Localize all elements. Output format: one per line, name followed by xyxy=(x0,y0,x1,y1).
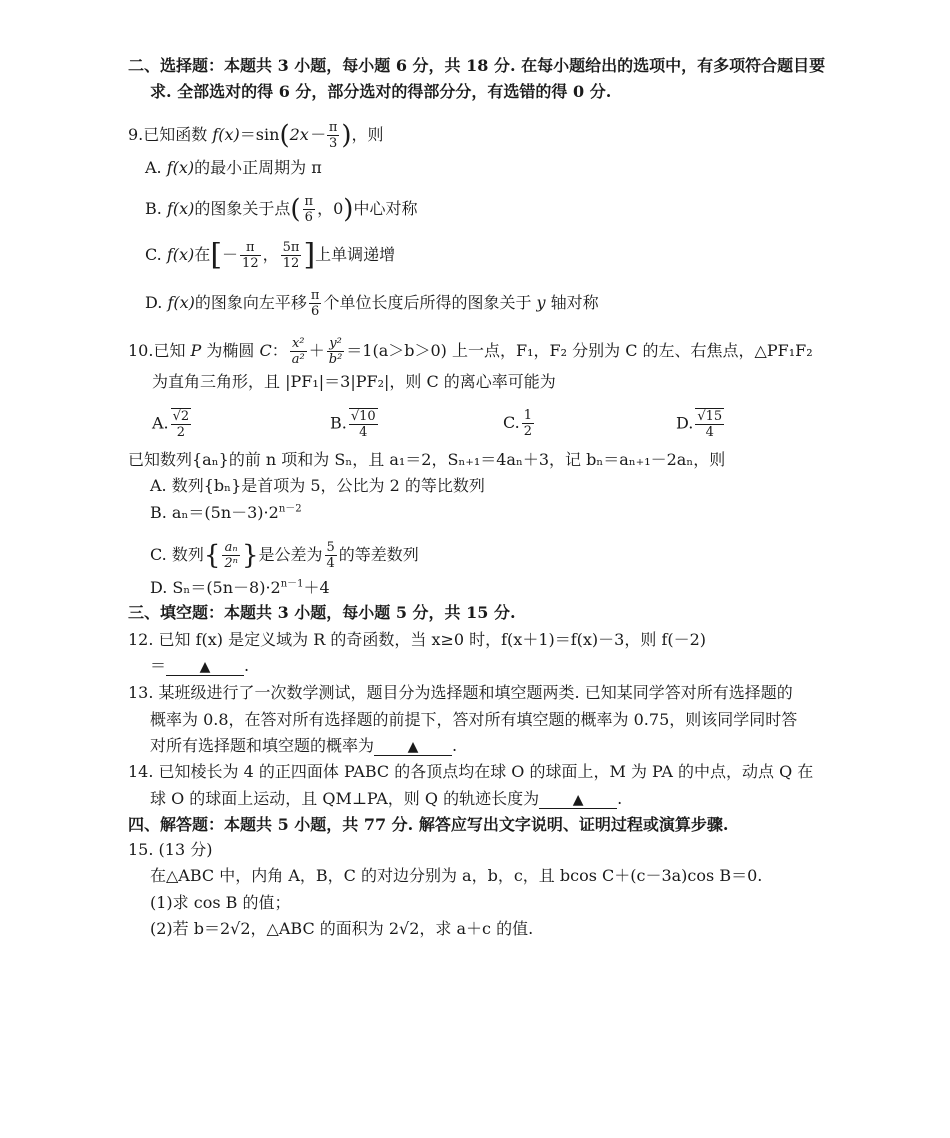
fraction xyxy=(349,408,378,440)
question-9-option-b xyxy=(145,194,417,225)
stem-text: 为椭圆 xyxy=(201,341,260,360)
function-symbol: f(x) xyxy=(167,293,195,312)
period: . xyxy=(617,789,623,808)
fraction-denominator: a² xyxy=(291,352,305,367)
option-label: B. xyxy=(330,413,347,433)
option-text: 个单位长度后所得的图象关于 xyxy=(323,293,537,312)
question-12-stem: 12. 已知 f(x) 是定义域为 R 的奇函数，当 x≥0 时，f(x＋1)＝f(x)－3，则 f(－2) xyxy=(128,630,707,649)
section-3-header: 三、填空题：本题共 3 小题，每小题 5 分，共 15 分. xyxy=(128,603,516,622)
question-11-option-a: A. 数列{bₙ}是首项为 5，公比为 2 的等比数列 xyxy=(150,476,485,495)
question-11-option-d xyxy=(150,578,330,598)
fraction-numerator: π xyxy=(310,288,320,303)
fraction-numerator: 5π xyxy=(282,240,300,255)
option-text: 是公差为 xyxy=(258,545,323,564)
option-label: C. xyxy=(145,245,162,264)
fraction-denominator: 2 xyxy=(176,425,186,440)
question-9-stem xyxy=(128,120,384,151)
period: . xyxy=(244,656,250,675)
stem-text: 球 O 的球面上运动，且 QM⊥PA，则 Q 的轨迹长度为 xyxy=(150,789,540,808)
fraction xyxy=(325,540,337,571)
fraction xyxy=(303,194,316,225)
stem-text: 已知 xyxy=(153,341,191,360)
fraction xyxy=(171,408,192,440)
option-label: A. xyxy=(152,413,169,433)
right-brace: } xyxy=(241,540,259,571)
question-10-stem xyxy=(128,336,813,367)
question-9-option-d xyxy=(145,288,599,319)
option-label: C. 数列 xyxy=(150,545,204,564)
question-10-option-b xyxy=(330,408,380,440)
function-symbol: f(x) xyxy=(212,125,240,144)
fraction-numerator: y² xyxy=(327,336,345,352)
fraction-denominator: 2 xyxy=(523,424,533,439)
option-label: D. xyxy=(145,293,163,312)
question-10-option-c xyxy=(503,408,536,439)
option-label: D. xyxy=(676,413,694,433)
option-text: 在 xyxy=(194,245,211,264)
stem-text: ＝sin xyxy=(239,125,280,144)
answer-blank[interactable] xyxy=(539,792,617,809)
question-11-option-b xyxy=(150,503,302,523)
exponent: n－1 xyxy=(280,578,304,590)
answer-blank[interactable] xyxy=(166,659,244,676)
fraction xyxy=(290,336,307,367)
fraction xyxy=(327,120,340,151)
answer-triangle-mark: ▲ xyxy=(572,792,584,808)
fraction xyxy=(309,288,322,319)
fraction xyxy=(522,408,534,439)
equals-sign: ＝ xyxy=(150,656,167,675)
stem-text: ： xyxy=(271,341,288,360)
fraction xyxy=(222,540,240,571)
variable-c: C xyxy=(259,341,272,360)
fraction-numerator: x² xyxy=(290,336,307,352)
fraction-denominator: 4 xyxy=(326,556,335,571)
fraction-denominator: 12 xyxy=(242,256,259,271)
section-4-header: 四、解答题：本题共 5 小题，共 77 分. 解答应写出文字说明、证明过程或演算步骤. xyxy=(128,815,729,834)
fraction-numerator: π xyxy=(240,240,261,256)
fraction-denominator: 12 xyxy=(282,256,300,271)
question-15-part-1: (1)求 cos B 的值； xyxy=(150,893,291,912)
plus-sign: ＋ xyxy=(308,341,325,360)
comma: ， xyxy=(262,245,279,264)
section-2-header-line-2: 求. 全部选对的得 6 分，部分选对的得部分分，有选错的得 0 分. xyxy=(150,82,612,101)
option-text: 中心对称 xyxy=(353,199,418,218)
function-symbol: f(x) xyxy=(166,245,195,264)
question-9-option-a xyxy=(145,158,322,178)
fraction-denominator: 4 xyxy=(359,425,368,440)
fraction xyxy=(327,336,345,367)
period: . xyxy=(452,736,458,755)
question-12-answer-line xyxy=(150,656,249,676)
stem-text: 2x－ xyxy=(289,125,325,144)
fraction-denominator: 6 xyxy=(304,210,313,225)
left-brace: { xyxy=(203,540,221,571)
fraction-numerator: 1 xyxy=(523,408,533,423)
answer-triangle-mark: ▲ xyxy=(407,739,419,755)
question-15-number: 15. (13 分) xyxy=(128,840,213,859)
fraction-denominator: 3 xyxy=(328,136,338,151)
minus-sign: － xyxy=(222,245,239,264)
fraction-denominator: b² xyxy=(328,352,343,367)
fraction-numerator: 5 xyxy=(326,540,335,555)
fraction-denominator: 4 xyxy=(705,425,714,440)
question-11-option-c xyxy=(150,540,419,571)
option-text: 的等差数列 xyxy=(338,545,419,564)
question-15-stem: 在△ABC 中，内角 A，B，C 的对边分别为 a，b，c，且 bcos C＋(c－3a)cos B＝0. xyxy=(150,866,763,885)
question-13-line-3 xyxy=(150,736,457,756)
question-14-line-1: 14. 已知棱长为 4 的正四面体 PABC 的各顶点均在球 O 的球面上，M 为 PA 的中点，动点 Q 在 xyxy=(128,762,814,781)
option-text: ＋4 xyxy=(303,578,330,597)
question-10-option-d xyxy=(676,408,726,440)
option-text: 的最小正周期为 π xyxy=(194,158,322,177)
stem-text: ＝1(a＞b＞0) 上一点，F₁，F₂ 分别为 C 的左、右焦点，△PF₁F₂ xyxy=(346,341,813,360)
answer-blank[interactable] xyxy=(374,739,452,756)
question-9-option-c xyxy=(145,237,396,273)
function-symbol: f(x) xyxy=(166,199,195,218)
stem-text: 对所有选择题和填空题的概率为 xyxy=(150,736,375,755)
exponent: n－2 xyxy=(278,503,302,515)
fraction-denominator: 2ⁿ xyxy=(224,556,238,571)
question-15-part-2: (2)若 b＝2√2，△ABC 的面积为 2√2，求 a＋c 的值. xyxy=(150,919,534,938)
option-text: 的图象向左平移 xyxy=(194,293,307,312)
question-10-option-a xyxy=(152,408,193,440)
question-10-stem-line-2: 为直角三角形，且 |PF₁|＝3|PF₂|，则 C 的离心率可能为 xyxy=(152,372,556,391)
left-bracket: [ xyxy=(210,237,223,273)
option-label: A. xyxy=(145,158,162,177)
option-text: ，0 xyxy=(317,199,344,218)
option-text: 轴对称 xyxy=(545,293,599,312)
question-11-stem: 已知数列{aₙ}的前 n 项和为 Sₙ，且 a₁＝2，Sₙ₊₁＝4aₙ＋3，记 bₙ＝aₙ₊₁－2aₙ，则 xyxy=(128,450,726,469)
right-bracket: ] xyxy=(303,237,316,273)
fraction-numerator: π xyxy=(304,194,314,209)
fraction xyxy=(281,240,302,271)
variable-p: P xyxy=(190,341,202,360)
function-symbol: f(x) xyxy=(166,158,195,177)
fraction-numerator: √15 xyxy=(697,409,723,424)
stem-text: ，则 xyxy=(351,125,384,144)
left-paren: ( xyxy=(279,120,290,151)
right-paren: ) xyxy=(341,120,352,151)
option-label: B. xyxy=(145,199,162,218)
question-number: 10. xyxy=(128,341,154,360)
fraction-numerator: π xyxy=(328,120,338,135)
fraction-numerator: √2 xyxy=(172,409,190,424)
fraction xyxy=(695,408,724,440)
fraction-denominator: 6 xyxy=(311,304,320,319)
option-text: D. Sₙ＝(5n－8)·2 xyxy=(150,578,281,597)
question-14-line-2 xyxy=(150,789,622,809)
section-2-header-line-1: 二、选择题：本题共 3 小题，每小题 6 分，共 18 分. 在每小题给出的选项中，有多项符合题目要 xyxy=(128,56,826,75)
answer-triangle-mark: ▲ xyxy=(199,659,211,675)
option-text: 上单调递增 xyxy=(315,245,396,264)
left-paren: ( xyxy=(290,194,301,225)
option-label: C. xyxy=(503,413,520,432)
variable-y: y xyxy=(536,293,546,312)
question-13-line-1: 13. 某班级进行了一次数学测试，题目分为选择题和填空题两类. 已知某同学答对所有选择题的 xyxy=(128,683,793,702)
fraction-numerator: √10 xyxy=(350,409,376,424)
option-text: B. aₙ＝(5n－3)·2 xyxy=(150,503,279,522)
fraction xyxy=(240,240,261,271)
question-number: 9. xyxy=(128,125,144,144)
question-13-line-2: 概率为 0.8，在答对所有选择题的前提下，答对所有填空题的概率为 0.75，则该同学同时答 xyxy=(150,710,798,729)
option-text: 的图象关于点 xyxy=(194,199,291,218)
stem-text: 已知函数 xyxy=(143,125,213,144)
fraction-numerator: aₙ xyxy=(222,540,240,556)
right-paren: ) xyxy=(343,194,354,225)
